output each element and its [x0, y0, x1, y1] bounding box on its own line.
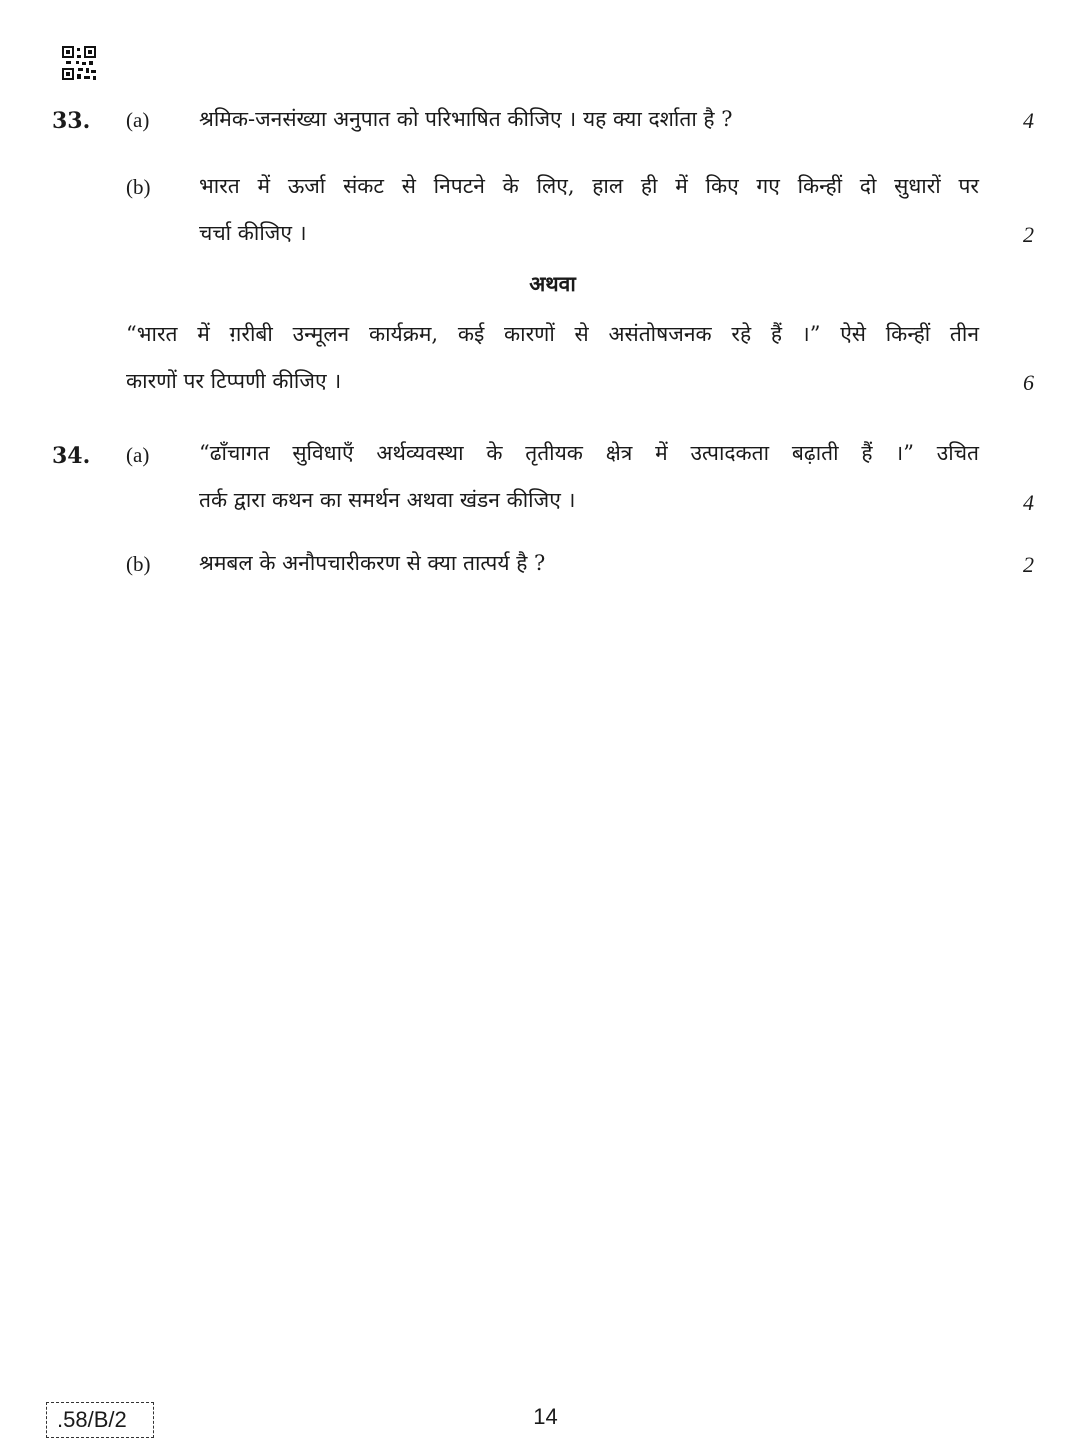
- page-number: 14: [533, 1404, 558, 1429]
- or-heading: अथवा: [529, 271, 576, 296]
- q33-or-line1: “भारत में ग़रीबी उन्मूलन कार्यक्रम, कई कारणों से असंतोषजनक रहे हैं ।” ऐसे किन्हीं तीन: [126, 322, 979, 346]
- q33-or-marks: 6: [1023, 370, 1034, 395]
- q34-part-a-marks: 4: [1023, 490, 1034, 515]
- q33-or-text: [126, 311, 979, 405]
- q33-part-a-marks: 4: [1023, 108, 1034, 133]
- q33-part-b-line2: चर्चा कीजिए ।: [199, 221, 307, 245]
- q34-part-a-line1: “ढाँचागत सुविधाएँ अर्थव्यवस्था के तृतीयक क्षेत्र में उत्पादकता बढ़ाती हैं ।” उचित: [199, 441, 979, 465]
- q33-or-line2: कारणों पर टिप्पणी कीजिए ।: [126, 369, 342, 393]
- question-number-34: 34.: [52, 443, 91, 469]
- q34-part-b-text: श्रमबल के अनौपचारीकरण से क्या तात्पर्य है ?: [199, 551, 546, 575]
- q33-part-a-text: श्रमिक-जनसंख्या अनुपात को परिभाषित कीजिए । यह क्या दर्शाता है ?: [199, 107, 733, 131]
- q33-part-b-text: [199, 163, 979, 257]
- q33-part-b-label: (b): [126, 175, 151, 199]
- q34-part-a-label: (a): [126, 443, 150, 467]
- qr-code-icon: [62, 46, 96, 80]
- paper-code-box: .58/B/2: [46, 1402, 154, 1438]
- q33-part-b-marks: 2: [1023, 222, 1034, 247]
- q34-part-a-line2: तर्क द्वारा कथन का समर्थन अथवा खंडन कीजिए ।: [199, 488, 576, 512]
- q34-part-b-label: (b): [126, 552, 151, 576]
- q33-part-b-line1: भारत में ऊर्जा संकट से निपटने के लिए, हाल ही में किए गए किन्हीं दो सुधारों पर: [199, 174, 979, 198]
- q33-part-a-label: (a): [126, 108, 150, 132]
- q34-part-a-text: [199, 430, 979, 524]
- or-heading-wrapper: [126, 270, 979, 298]
- question-number-33: 33.: [52, 108, 91, 134]
- q34-part-b-marks: 2: [1023, 552, 1034, 577]
